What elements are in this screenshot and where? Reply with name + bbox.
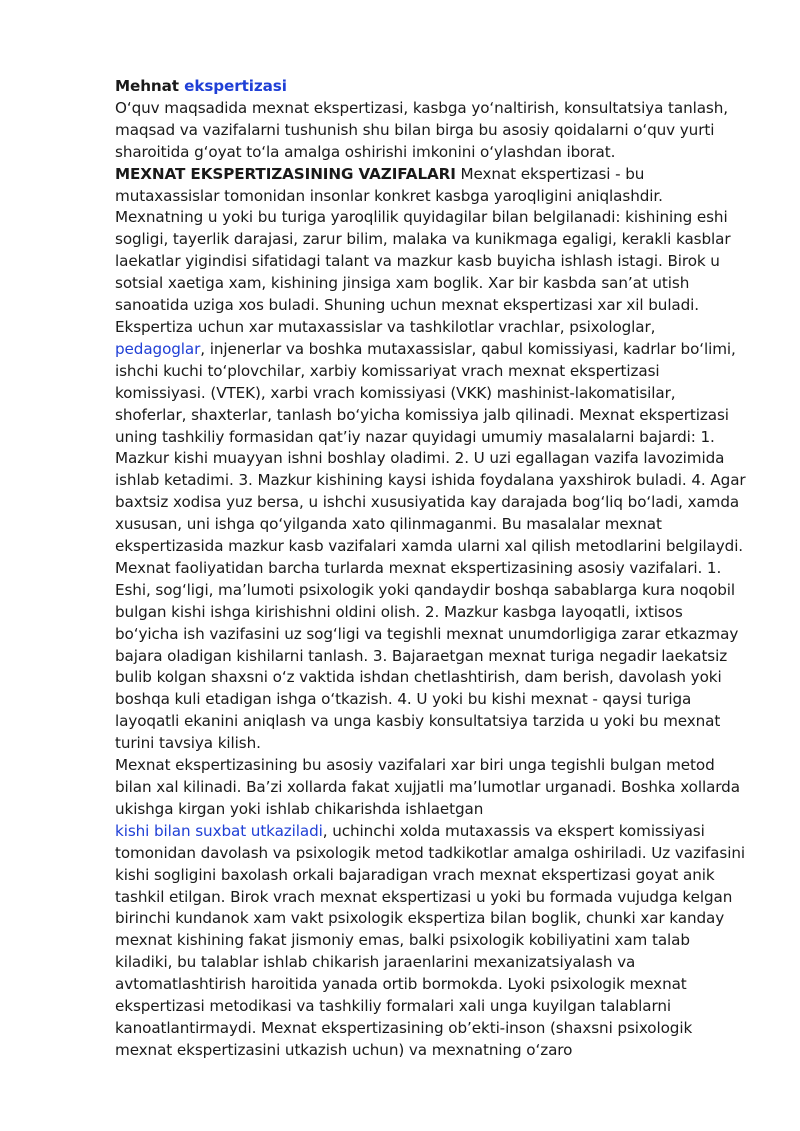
- title-link[interactable]: ekspertizasi: [184, 77, 287, 95]
- pedagoglar-link[interactable]: pedagoglar: [115, 339, 201, 358]
- paragraph-2-text-1: Mexnat ekspertizasining bu asosiy vazifalari xar biri unga tegishli bulgan metod bilan xal kilinadi. Ba’zi xollarda fakat xujjatli ma’lumotlar urganadi. Boshka xollarda ukishga kirgan yoki ishlab chikarishda ishlaetgan: [115, 756, 740, 818]
- document-title: [115, 76, 747, 98]
- title-prefix: Mehnat: [115, 77, 185, 95]
- intro-paragraph: O‘quv maqsadida mexnat ekspertizasi, kasbga yo‘naltirish, konsultatsiya tanlash, maqsad va vazifalarni tushunish shu bilan birga bu asosiy qoidalarni o‘quv yurti sharoitida g‘oyat to‘la amalga oshirishi imkonini o‘ylashdan iborat.: [115, 98, 728, 161]
- document-page: [115, 76, 747, 1062]
- section-text-2: , injenerlar va boshka mutaxassislar, qabul komissiyasi, kadrlar bo‘limi, ishchi kuchi to‘plovchilar, xarbiy komissariyat vrach mexnat ekspertizasi komissiyasi. (VTEK), xarbi vrach komissiyasi (VKK) mashinist-lakomatisilar, shoferlar, shaxterlar, tanlash bo‘yicha komissiya jalb qilinadi. Mexnat ekspertizasi uning tashkiliy formasidan qat’iy nazar quyidagi umumiy masalalarni bajardi: 1. Mazkur kishi muayyan ishni boshlay oladimi. 2. U uzi egallagan vazifa lavozimida ishlab ketadimi. 3. Mazkur kishining kaysi ishida foydalana yaxshirok buladi. 4. Agar baxtsiz xodisa yuz bersa, u ishchi xususiyatida kay darajada bog‘liq bo‘ladi, xamda xususan, uni ishga qo‘yilganda xato qilinmaganmi. Bu masalalar mexnat ekspertizasida mazkur kasb vazifalari xamda ularni xal qilish metodlarini belgilaydi. Mexnat faoliyatidan barcha turlarda mexnat ekspertizasining asosiy vazifalari. 1. Eshi, sog‘ligi, ma’lumoti psixologik yoki qandaydir boshqa sabablarga kura noqobil bulgan kishi ishga kirishishni oldini olish. 2. Mazkur kasbga layoqatli, ixtisos bo‘yicha ish vazifasini uz sog‘ligi va tegishli mexnat unumdorligiga zarar etkazmay bajara oladigan kishilarni tanlash. 3. Bajaraetgan mexnat turiga negadir laekatsiz bulib kolgan shaxsni o‘z vaktida ishdan chetlashtirish, dam berish, davolash yoki boshqa kuli etadigan ishga o‘tkazish. 4. U yoki bu kishi mexnat - qaysi turiga layoqatli ekanini aniqlash va unga kasbiy konsultatsiya tarzida u yoki bu mexnat turini tavsiya kilish.: [115, 339, 746, 753]
- paragraph-2: [115, 755, 747, 1062]
- section-text-1: Mexnat ekspertizasi - bu mutaxassislar tomonidan insonlar konkret kasbga yaroqligini aniqlashdir. Mexnatning u yoki bu turiga yaroqlilik quyidagilar bilan belgilanadi: kishining eshi sogligi, tayerlik darajasi, zarur bilim, malaka va kunikmaga egaligi, kerakli kasblar laekatlar yigindisi sifatidagi talant va mazkur kasb buyicha ishlash istagi. Birok u sotsial xaetiga xam, kishining jinsiga xam boglik. Xar bir kasbda san’at utish sanoatida uziga xos buladi. Shuning uchun mexnat ekspertizasi xar xil buladi. Ekspertiza uchun xar mutaxassislar va tashkilotlar vrachlar, psixologlar,: [115, 164, 731, 336]
- suxbat-link[interactable]: kishi bilan suxbat utkaziladi: [115, 821, 323, 840]
- section-paragraph: [115, 164, 747, 755]
- section-heading: MEXNAT EKSPERTIZASINING VAZIFALARI: [115, 164, 456, 183]
- paragraph-2-text-2: , uchinchi xolda mutaxassis va ekspert komissiyasi tomonidan davolash va psixologik metod tadkikotlar amalga oshiriladi. Uz vazifasini kishi sogligini baxolash orkali bajaradigan vrach mexnat ekspertizasi goyat anik tashkil etilgan. Birok vrach mexnat ekspertizasi u yoki bu formada vujudga kelgan birinchi kundanok xam vakt psixologik ekspertiza bilan boglik, chunki xar kanday mexnat kishining fakat jismoniy emas, balki psixologik kobiliyatini xam talab kiladiki, bu talablar ishlab chikarish jaraenlarini mexanizatsiyalash va avtomatlashtirish haroitida yanada ortib bormokda. Lyoki psixologik mexnat ekspertizasi metodikasi va tashkiliy formalari xali unga kuyilgan talablarni kanoatlantirmaydi. Mexnat ekspertizasining ob’ekti-inson (shaxsni psixologik mexnat ekspertizasini utkazish uchun) va mexnatning o‘zaro: [115, 821, 745, 1059]
